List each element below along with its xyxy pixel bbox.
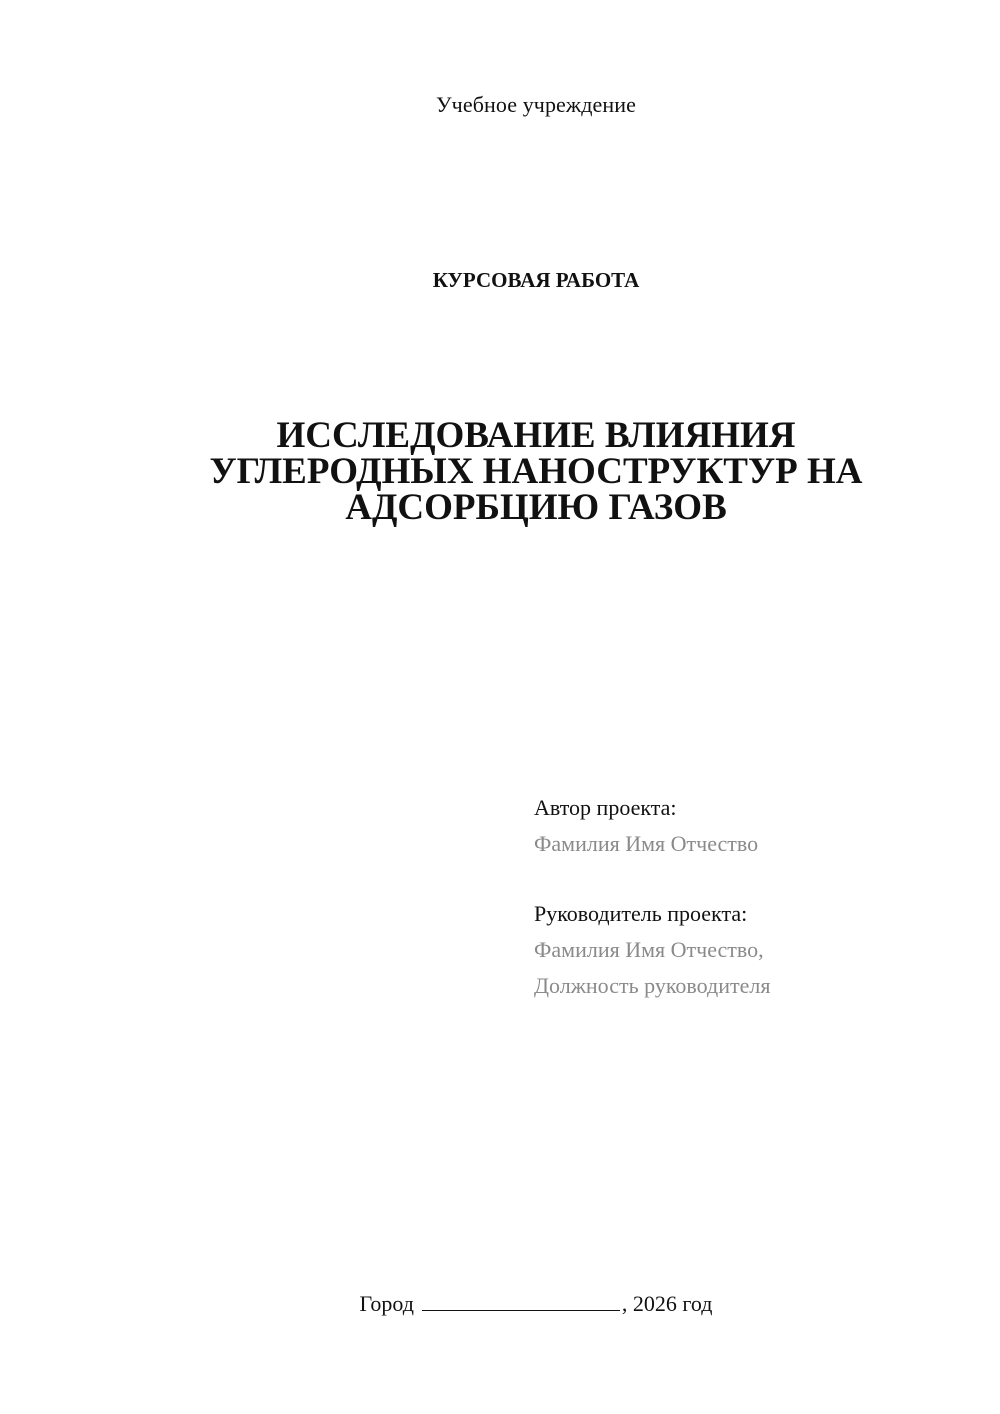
work-type-heading: КУРСОВАЯ РАБОТА	[432, 268, 640, 292]
city-label: Город	[359, 1291, 414, 1316]
year-text: , 2026 год	[621, 1291, 713, 1316]
supervisor-name: Фамилия Имя Отчество,	[534, 937, 764, 962]
city-year-line	[0, 1290, 1000, 1317]
thesis-title-line: АДСОРБЦИЮ ГАЗОВ	[345, 487, 727, 528]
supervisor-label: Руководитель проекта:	[534, 901, 748, 926]
thesis-title-line: ИССЛЕДОВАНИЕ ВЛИЯНИЯ	[276, 415, 796, 456]
author-block	[534, 790, 974, 862]
supervisor-position: Должность руководителя	[534, 973, 771, 998]
city-blank-underline	[422, 1290, 620, 1311]
thesis-title	[0, 415, 1000, 528]
institution-name: Учебное учреждение	[435, 92, 636, 117]
credits-block	[534, 790, 974, 1004]
author-label: Автор проекта:	[534, 795, 677, 820]
supervisor-block	[534, 896, 974, 1004]
author-name: Фамилия Имя Отчество	[534, 831, 759, 856]
thesis-title-line: УГЛЕРОДНЫХ НАНОСТРУКТУР НА	[209, 451, 863, 492]
